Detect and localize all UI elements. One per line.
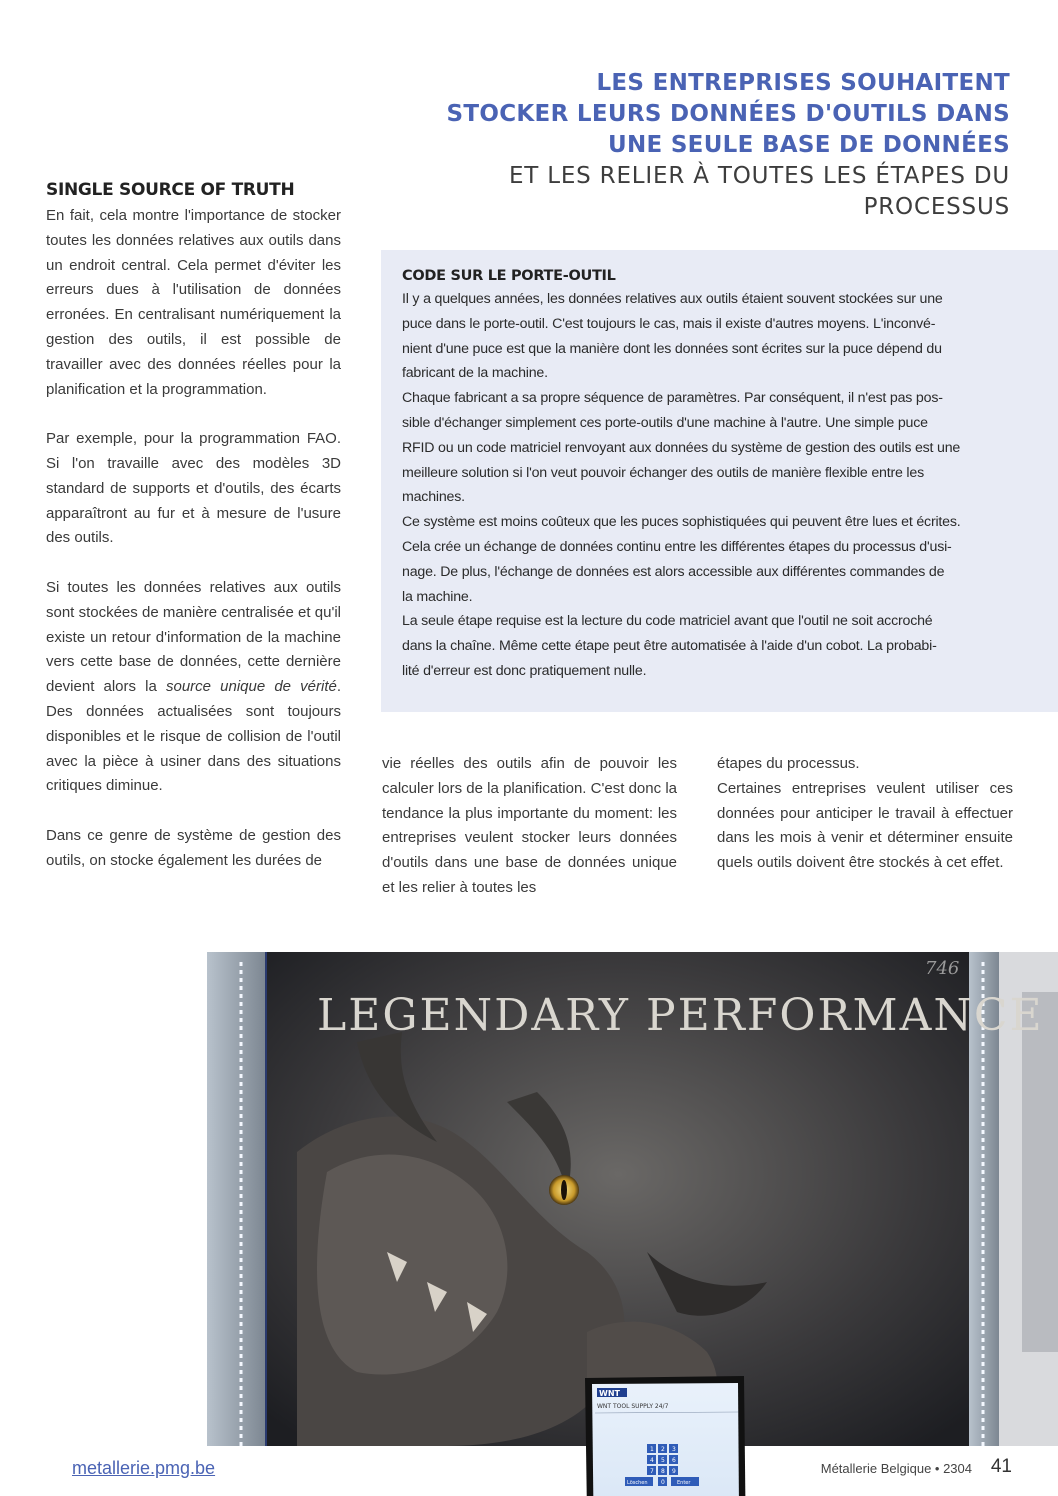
pull-quote-line: PROCESSUS <box>863 194 1010 220</box>
sidebar-line: nient d'une puce est que la manière dont les données sont écrites sur la puce dépend du <box>402 340 942 357</box>
machine-number: 746 <box>925 958 960 979</box>
keypad-digit: 4 <box>650 1457 654 1464</box>
middle-column <box>382 752 677 901</box>
page-number: 41 <box>990 1456 1012 1477</box>
keypad-digit: 6 <box>672 1457 676 1464</box>
paragraph: Certaines entreprises veulent utiliser ces données pour anticiper le travail à effectuer dans les mois à venir et déterminer ensuite quels outils doivent être stockés à cet effet. <box>717 779 1013 872</box>
paragraph: Dans ce genre de système de gestion des outils, on stocke également les durées de <box>46 826 341 869</box>
pull-quote-line: ET LES RELIER À TOUTES LES ÉTAPES DU <box>508 163 1010 189</box>
paragraph <box>46 576 341 799</box>
sidebar-line: RFID ou un code matriciel renvoyant aux données du système de gestion des outils est une <box>402 439 961 456</box>
sidebar-line: puce dans le porte-outil. C'est toujours le cas, mais il existe d'autres moyens. L'inconvé- <box>402 315 936 332</box>
emphasis-text: source unique de vérité <box>165 678 337 696</box>
paragraph: En fait, cela montre l'importance de stocker toutes les données relatives aux outils dans un endroit central. Cela permet d'éviter les erreurs dues à l'utilisation de données erronées. En centralisant numériquement la gestion des outils, il est possible de travailler avec des données réelles pour la planification et la programmation. <box>46 207 341 398</box>
keypad-digit: 8 <box>661 1468 665 1475</box>
keypad-digit: 5 <box>661 1457 665 1464</box>
paragraph: Par exemple, pour la programmation FAO. Si l'on travaille avec des modèles 3D standard de supports et d'outils, des écarts apparaîtront au fur et à mesure de l'usure des outils. <box>46 430 341 547</box>
sidebar-line: la machine. <box>402 588 473 605</box>
sidebar-line: sible d'échanger simplement ces porte-outils d'une machine à l'autre. Une simple puce <box>402 414 928 431</box>
sidebar-heading: CODE SUR LE PORTE-OUTIL <box>402 268 616 284</box>
pull-quote-line: STOCKER LEURS DONNÉES D'OUTILS DANS <box>446 101 1010 127</box>
keypad-digit: 1 <box>650 1446 654 1453</box>
text-run: Si toutes les données relatives aux outils sont stockées de manière centralisée et qu'il existe un retour d'information de la machine vers cette base de données, cette dernière devient alors la <box>46 578 341 696</box>
footer-magazine: Métallerie Belgique • 2304 <box>820 1461 972 1476</box>
screen-title: WNT TOOL SUPPLY 24/7 <box>597 1403 669 1410</box>
sidebar-line: Chaque fabricant a sa propre séquence de paramètres. Par conséquent, il n'est pas pos- <box>402 390 943 407</box>
text-run: . Des données actualisées sont toujours disponibles et le risque de collision de l'outil avec la pièce à usiner dans des situations critiques diminue. <box>46 678 342 795</box>
sidebar-line: Ce système est moins coûteux que les puces sophistiquées qui peuvent être lues et écrites. <box>402 514 961 531</box>
keypad-digit: 7 <box>650 1468 654 1475</box>
pull-quote-line: UNE SEULE BASE DE DONNÉES <box>607 132 1010 158</box>
keypad-digit: 9 <box>672 1468 676 1475</box>
keypad-digit: 3 <box>672 1446 676 1453</box>
keypad-zero-label: 0 <box>661 1479 665 1486</box>
sidebar-line: Cela crée un échange de données continu entre les différentes étapes du processus d'usi- <box>402 538 952 555</box>
sidebar-line: lité d'erreur est donc pratiquement nulle. <box>402 662 647 679</box>
keypad-digit: 2 <box>661 1446 665 1453</box>
paragraph: vie réelles des outils afin de pouvoir les calculer lors de la planification. C'est donc la tendance la plus importante du moment: les entreprises veulent stocker leurs données d'outils dans une base de données unique et les relier à toutes les <box>382 755 677 896</box>
pull-quote <box>390 68 1010 223</box>
sidebar-line: fabricant de la machine. <box>402 365 548 382</box>
sidebar-line: nage. De plus, l'échange de données est alors accessible aux différentes commandes de <box>402 563 945 580</box>
right-column <box>717 752 1013 876</box>
section-heading: SINGLE SOURCE OF TRUTH <box>46 180 295 200</box>
screen-logo: WNT <box>599 1389 620 1398</box>
pull-quote-line: LES ENTREPRISES SOUHAITENT <box>596 70 1010 96</box>
banner-text: LEGENDARY PERFORMANCE <box>317 990 1044 1041</box>
left-column <box>46 180 341 874</box>
keypad-delete-label: Löschen <box>627 1480 648 1486</box>
keypad-enter-label: Enter <box>677 1480 691 1486</box>
sidebar-line: La seule étape requise est la lecture du code matriciel avant que l'outil ne soit accroché <box>402 613 933 630</box>
sidebar-line: dans la chaîne. Même cette étape peut être automatisée à l'aide d'un cobot. La probabi- <box>402 638 937 655</box>
sidebar-line: meilleure solution si l'on veut pouvoir échanger des outils de manière flexible entre les <box>402 464 924 481</box>
footer-url[interactable]: metallerie.pmg.be <box>72 1458 216 1478</box>
sidebar-line: Il y a quelques années, les données relatives aux outils étaient souvent stockées sur une <box>402 291 943 307</box>
paragraph: étapes du processus. <box>717 755 860 772</box>
sidebar-box <box>381 250 1058 712</box>
sidebar-line: machines. <box>402 489 465 506</box>
